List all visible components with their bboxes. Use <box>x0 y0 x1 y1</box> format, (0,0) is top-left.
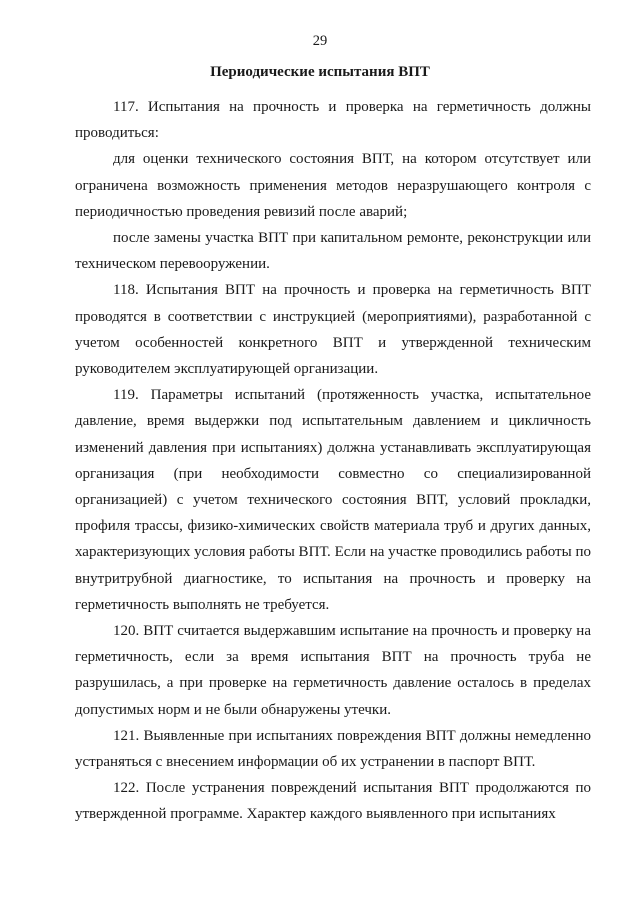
paragraph-117: 117. Испытания на прочность и проверка на герметичность должны проводиться: <box>75 99 591 142</box>
body-text <box>75 94 591 828</box>
paragraph-117-item-1: для оценки технического состояния ВПТ, на котором отсутствует или ограничена возможность применения методов неразрушающего контроля с периодичностью проведения ревизий после аварий; <box>75 151 591 220</box>
page-number: 29 <box>312 33 328 49</box>
paragraph-120: 120. ВПТ считается выдержавшим испытание на прочность и проверку на герметичность, если за время испытания ВПТ на прочность труба не разрушилась, а при проверке на герметичность давление осталось в пределах допустимых норм и не были обнаружены утечки. <box>75 623 591 718</box>
paragraph-121: 121. Выявленные при испытаниях повреждения ВПТ должны немедленно устраняться с внесением информации об их устранении в паспорт ВПТ. <box>75 727 591 771</box>
paragraph-119: 119. Параметры испытаний (протяженность участка, испытательное давление, время выдержки под испытательным давлением и цикличность изменений давления при испытаниях) должна устанавливать эксплуатирующая организация (при необходимости совместно со специализированной организацией) с учетом технического состояния ВПТ, условий прокладки, профиля трассы, физико-химических свойств материала труб и других данных, характеризующих условия работы ВПТ. Если на участке проводились работы по внутритрубной диагностике, то испытания на прочность и проверку на герметичность выполнять не требуется. <box>75 387 591 613</box>
paragraph-118: 118. Испытания ВПТ на прочность и проверка на герметичность ВПТ проводятся в соответствии с инструкцией (мероприятиями), разработанной с учетом особенностей конкретного ВПТ и утвержденной техническим руководителем эксплуатирующей организации. <box>75 282 591 378</box>
section-heading: Периодические испытания ВПТ <box>210 64 430 80</box>
paragraph-122: 122. После устранения повреждений испытания ВПТ продолжаются по утвержденной программе. Характер каждого выявленного при испытаниях <box>75 780 591 823</box>
paragraph-117-item-2: после замены участка ВПТ при капитальном ремонте, реконструкции или техническом перевооружении. <box>75 230 591 273</box>
